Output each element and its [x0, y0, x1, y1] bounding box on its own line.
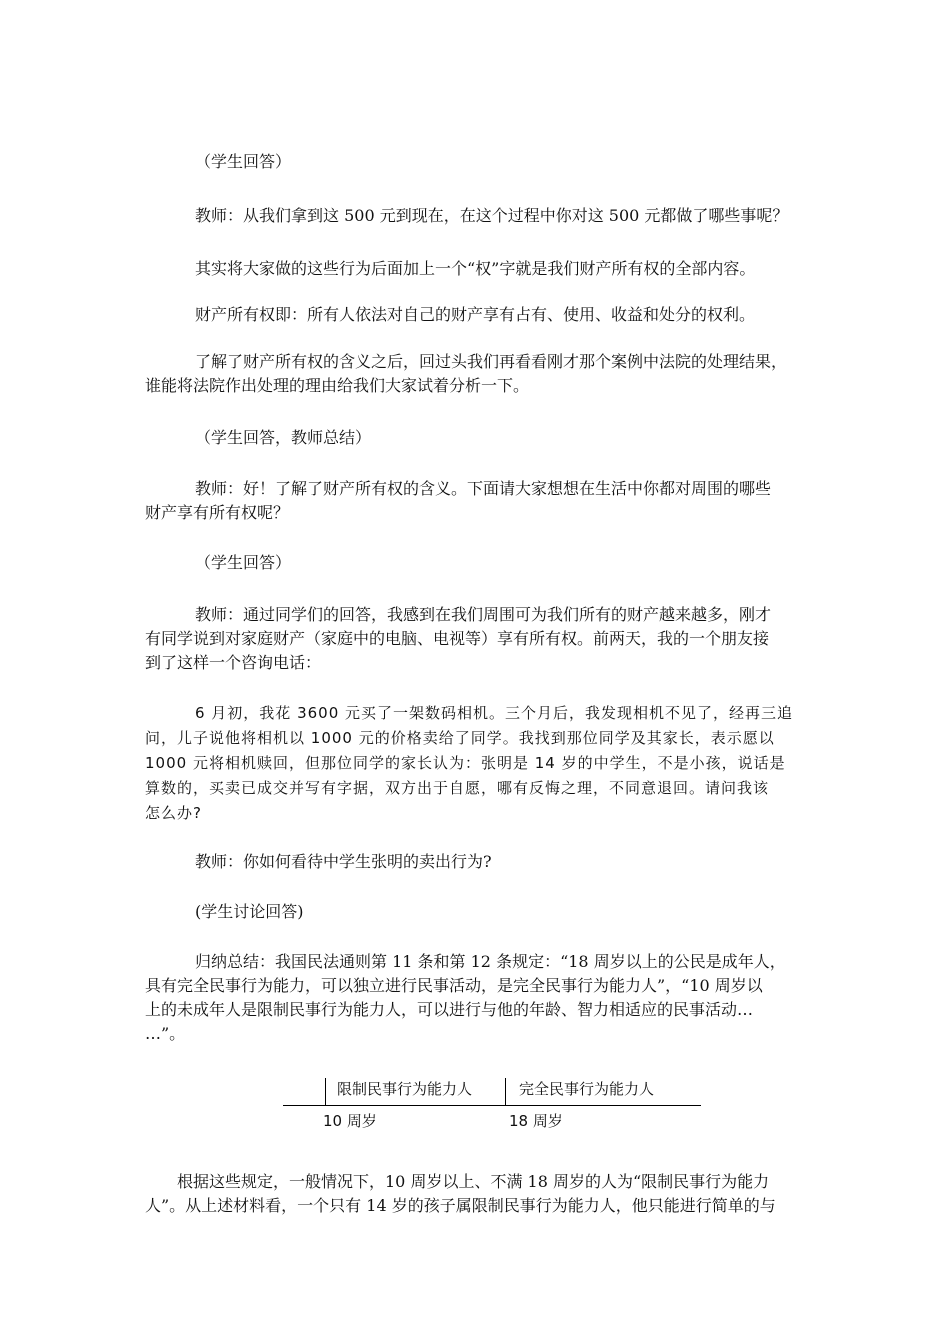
text-line: 了解了财产所有权的含义之后，回过头我们再看看刚才那个案例中法院的处理结果， — [195, 352, 788, 371]
text-line: 谁能将法院作出处理的理由给我们大家试着分析一下。 — [145, 376, 530, 395]
student-answer-2: （学生回答） — [195, 553, 292, 572]
timeline-age-10: 10 周岁 — [323, 1112, 377, 1130]
paragraph-court-analysis — [145, 350, 810, 398]
paragraph-summary-law — [145, 950, 810, 1046]
timeline-tick-18 — [505, 1078, 506, 1105]
text-line: 财产享有所有权呢？ — [145, 503, 290, 522]
ownership-definition: 财产所有权即：所有人依法对自己的财产享有占有、使用、收益和处分的权利。 — [195, 305, 756, 324]
student-answer-teacher-summary: （学生回答，教师总结） — [195, 428, 372, 447]
paragraph-teacher-phone-call — [145, 603, 810, 675]
text-line: 归纳总结：我国民法通则第 11 条和第 12 条规定：“18 周岁以上的公民是成年人， — [195, 952, 786, 971]
timeline-tick-10 — [325, 1078, 326, 1105]
student-discussion: (学生讨论回答) — [195, 902, 304, 921]
text-line: 有同学说到对家庭财产（家庭中的电脑、电视等）享有所有权。前两天，我的一个朋友接 — [145, 629, 770, 648]
text-line: 怎么办? — [145, 804, 202, 822]
text-line: 上的未成年人是限制民事行为能力人，可以进行与他的年龄、智力相适应的民事活动… — [145, 1000, 754, 1019]
text-line: 1000 元将相机赎回，但那位同学的家长认为：张明是 14 岁的中学生，不是小孩，说话是 — [145, 754, 786, 772]
teacher-question-500: 教师：从我们拿到这 500 元到现在，在这个过程中你对这 500 元都做了哪些事呢？ — [195, 206, 789, 225]
text-line: 根据这些规定，一般情况下，10 周岁以上、不满 18 周岁的人为“限制民事行为能力 — [177, 1172, 770, 1191]
timeline-label-full: 完全民事行为能力人 — [519, 1080, 655, 1098]
text-line: 6 月初，我花 3600 元买了一架数码相机。三个月后，我发现相机不见了，经再三追 — [195, 704, 794, 722]
text-line: 问，儿子说他将相机以 1000 元的价格卖给了同学。我找到那位同学及其家长，表示愿以 — [145, 729, 775, 747]
timeline-label-limited: 限制民事行为能力人 — [337, 1080, 473, 1098]
text-line: 教师：通过同学们的回答，我感到在我们周围可为我们所有的财产越来越多，刚才 — [195, 605, 772, 624]
text-line: …”。 — [145, 1024, 186, 1043]
timeline-age-18: 18 周岁 — [509, 1112, 563, 1130]
paragraph-teacher-ownership — [145, 477, 810, 525]
teacher-question-sale: 教师：你如何看待中学生张明的卖出行为? — [195, 852, 492, 871]
text-line: 教师：好！了解了财产所有权的含义。下面请大家想想在生活中你都对周围的哪些 — [195, 479, 772, 498]
ownership-rights-intro: 其实将大家做的这些行为后面加上一个“权”字就是我们财产所有权的全部内容。 — [195, 259, 756, 278]
student-answer-1: （学生回答） — [195, 152, 292, 171]
text-line: 人”。从上述材料看，一个只有 14 岁的孩子属限制民事行为能力人，他只能进行简单的与 — [145, 1196, 776, 1215]
text-line: 到了这样一个咨询电话： — [145, 653, 322, 672]
paragraph-regulation-conclusion — [145, 1170, 810, 1218]
text-line: 算数的，买卖已成交并写有字据，双方出于自愿，哪有反悔之理，不同意退回。请问我该 — [145, 779, 770, 797]
timeline-axis — [283, 1105, 701, 1106]
age-capacity-timeline — [283, 1070, 703, 1130]
case-quote — [145, 701, 810, 826]
text-line: 具有完全民事行为能力，可以独立进行民事活动，是完全民事行为能力人”，“10 周岁以 — [145, 976, 763, 995]
